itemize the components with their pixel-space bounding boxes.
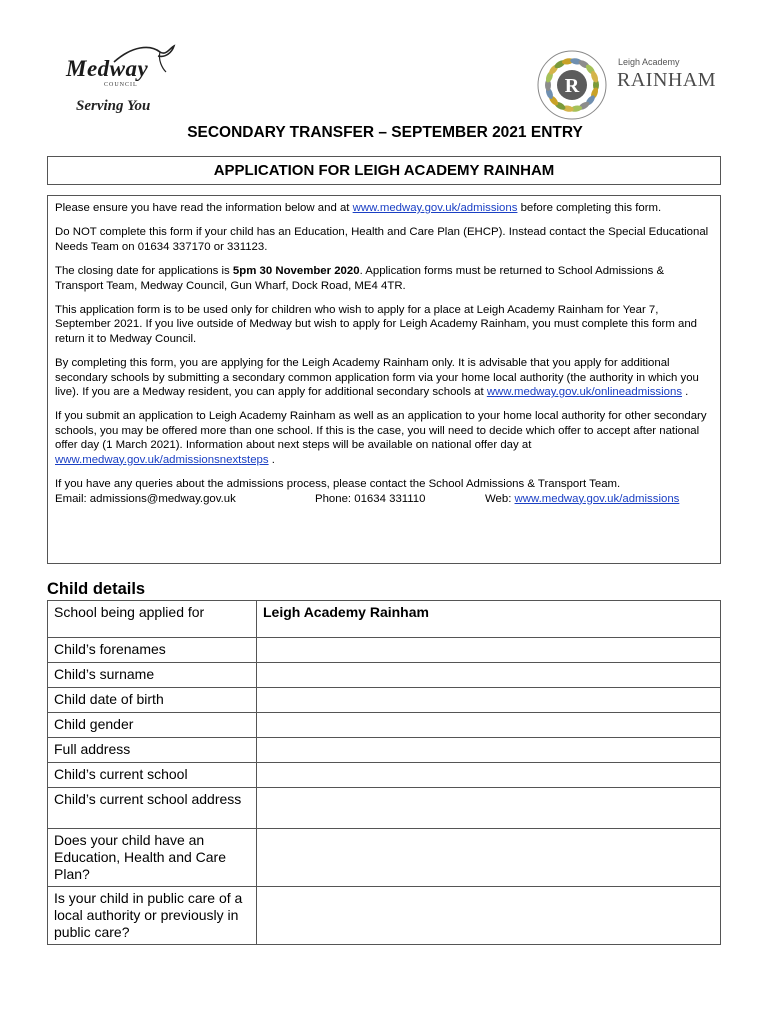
medway-council-label: COUNCIL xyxy=(104,82,138,88)
rainham-label: RAINHAM xyxy=(617,69,717,91)
online-admissions-link[interactable]: www.medway.gov.uk/onlineadmissions xyxy=(486,386,683,399)
child-details-heading: Child details xyxy=(47,580,146,598)
school-applied-value[interactable]: Leigh Academy Rainham xyxy=(257,601,721,638)
info-paragraph-7: If you have any queries about the admissions process, please contact the School Admissions & Transport Team. Email: admissions@medway.gov.uk Phone: 01634 331110 Web: www.medway.gov.uk/admissions xyxy=(55,477,713,506)
row-label: Child’s current school xyxy=(48,763,257,788)
table-row xyxy=(48,713,721,738)
row-label: Full address xyxy=(48,738,257,763)
row-label: Child gender xyxy=(48,713,257,738)
current-school-address-field[interactable] xyxy=(257,788,721,829)
table-row xyxy=(48,638,721,663)
leigh-academy-emblem-icon xyxy=(536,49,608,121)
child-details-table xyxy=(47,600,721,945)
row-label: Child’s current school address xyxy=(48,788,257,829)
contact-phone: Phone: 01634 331110 xyxy=(315,492,426,505)
info-paragraph-5: By completing this form, you are applying for the Leigh Academy Rainham only. It is advisable that you apply for additional secondary schools by submitting a secondary common application form via your home local authority (the authority in which you live). If you are a Medway resident, you can apply for additional secondary schools at www.medway.gov.uk/onlineadmissions . xyxy=(55,357,699,399)
date-of-birth-field[interactable] xyxy=(257,688,721,713)
row-label: School being applied for xyxy=(48,601,257,638)
leigh-emblem-letter: R xyxy=(564,75,580,97)
current-school-field[interactable] xyxy=(257,763,721,788)
address-field[interactable] xyxy=(257,738,721,763)
information-box xyxy=(47,195,721,564)
info-paragraph-4: This application form is to be used only for children who wish to apply for a place at Leigh Academy Rainham for Year 7, September 2021. If you live outside of Medway but wish to apply for Leigh Academy Rainham, you must complete this form and return it to Medway Council. xyxy=(55,304,698,345)
table-row xyxy=(48,829,721,887)
table-row xyxy=(48,663,721,688)
public-care-field[interactable] xyxy=(257,887,721,945)
medway-council-logo xyxy=(62,44,192,120)
info-paragraph-6: If you submit an application to Leigh Academy Rainham as well as an application to your home local authority for other secondary schools, you may be offered more than one school. If this is the case, you will need to decide which offer to accept after national offer day (1 March 2021). Information about next steps will be available on national offer day at www.medway.gov.uk/admissionsnextsteps . xyxy=(55,410,707,466)
closing-date: 5pm 30 November 2020 xyxy=(232,265,360,278)
table-row xyxy=(48,738,721,763)
table-row xyxy=(48,763,721,788)
gender-field[interactable] xyxy=(257,713,721,738)
medway-wordmark: Medway xyxy=(66,56,149,81)
info-paragraph-2: Do NOT complete this form if your child has an Education, Health and Care Plan (EHCP). Instead contact the Special Educational Needs Team on 01634 337170 or 331123. xyxy=(55,226,709,253)
application-title-box: APPLICATION FOR LEIGH ACADEMY RAINHAM xyxy=(47,156,721,185)
row-label: Does your child have an Education, Health and Care Plan? xyxy=(48,829,257,887)
leigh-academy-logo xyxy=(536,49,716,123)
row-label: Child’s surname xyxy=(48,663,257,688)
table-row xyxy=(48,601,721,638)
web-admissions-link[interactable]: www.medway.gov.uk/admissions xyxy=(514,492,680,505)
surname-field[interactable] xyxy=(257,663,721,688)
info-paragraph-1: Please ensure you have read the information below and at www.medway.gov.uk/admissions before completing this form. xyxy=(55,202,662,214)
next-steps-link[interactable]: www.medway.gov.uk/admissionsnextsteps xyxy=(55,453,269,466)
admissions-link[interactable]: www.medway.gov.uk/admissions xyxy=(352,202,518,214)
row-label: Child date of birth xyxy=(48,688,257,713)
table-row xyxy=(48,887,721,945)
row-label: Child’s forenames xyxy=(48,638,257,663)
leigh-academy-label: Leigh Academy xyxy=(618,57,680,67)
forenames-field[interactable] xyxy=(257,638,721,663)
contact-details xyxy=(55,492,713,506)
contact-email: Email: admissions@medway.gov.uk xyxy=(55,492,236,505)
table-row xyxy=(48,788,721,829)
contact-web: Web: www.medway.gov.uk/admissions xyxy=(485,492,680,505)
table-row xyxy=(48,688,721,713)
ehcp-field[interactable] xyxy=(257,829,721,887)
row-label: Is your child in public care of a local authority or previously in public care? xyxy=(48,887,257,945)
page-title: SECONDARY TRANSFER – SEPTEMBER 2021 ENTRY xyxy=(187,124,583,141)
info-paragraph-3: The closing date for applications is 5pm 30 November 2020. Application forms must be returned to School Admissions & Transport Team, Medway Council, Gun Wharf, Dock Road, ME4 4TR. xyxy=(55,265,665,292)
medway-tagline: Serving You xyxy=(76,98,151,114)
